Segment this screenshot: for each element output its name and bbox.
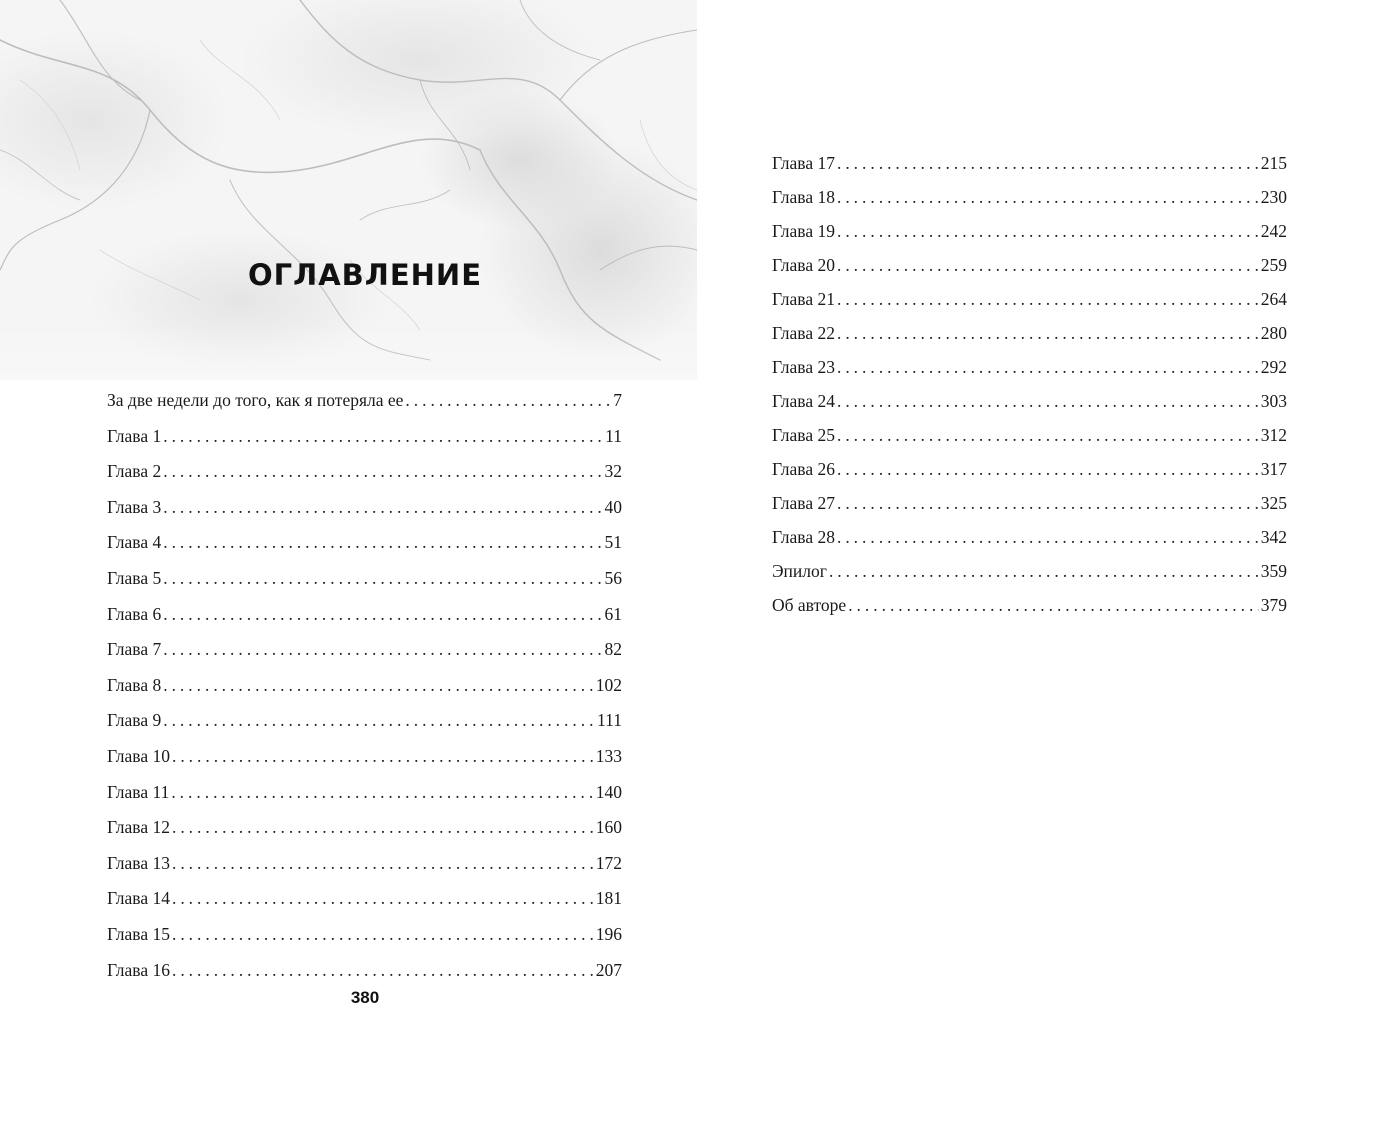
toc-entry-label: Глава 9 [107,710,162,731]
toc-entry-label: Глава 23 [772,357,835,377]
toc-entry-page: 111 [597,710,622,731]
toc-entry-label: Глава 18 [772,187,835,207]
toc-dot-leader [163,565,602,591]
toc-entry-page: 215 [1260,153,1287,173]
toc-dot-leader [163,636,602,662]
toc-entry[interactable] [772,422,1287,456]
toc-dot-leader [163,601,602,627]
toc-entry-label: Глава 12 [107,817,170,838]
toc-entry[interactable] [107,850,622,886]
toc-entry-label: Эпилог [772,561,827,581]
toc-entry[interactable] [107,779,622,815]
toc-entry-page: 11 [605,425,622,446]
toc-entry-page: 280 [1260,323,1287,343]
toc-entry-label: Глава 19 [772,221,835,241]
toc-entry[interactable] [772,354,1287,388]
toc-entry-label: Глава 20 [772,255,835,275]
toc-dot-leader [163,494,602,520]
toc-entry-page: 312 [1260,425,1287,445]
toc-dot-leader [171,779,593,805]
toc-entry-label: Глава 1 [107,425,162,446]
toc-dot-leader [837,150,1259,176]
toc-entry-label: Глава 8 [107,674,162,695]
page-number: 380 [350,988,380,1007]
toc-entry-label: Глава 22 [772,323,835,343]
toc-entry[interactable] [772,524,1287,558]
toc-dot-leader [837,286,1259,312]
toc-dot-leader [837,320,1259,346]
toc-entry-page: 102 [595,674,622,695]
toc-dot-leader [172,921,594,947]
toc-dot-leader [172,885,594,911]
toc-entry-label: Глава 2 [107,461,162,482]
toc-entry[interactable] [107,423,622,459]
toc-entry[interactable] [772,456,1287,490]
toc-entry-page: 160 [595,817,622,838]
toc-entry[interactable] [772,320,1287,354]
toc-dot-leader [172,957,594,983]
toc-entry-label: Об авторе [772,595,847,615]
toc-dot-leader [837,524,1259,550]
toc-entry-page: 325 [1260,493,1287,513]
toc-dot-leader [837,490,1259,516]
toc-entry-label: Глава 21 [772,289,835,309]
toc-entry[interactable] [107,885,622,921]
toc-entry[interactable] [772,252,1287,286]
toc-entry[interactable] [772,286,1287,320]
table-of-contents-title: ОГЛАВЛЕНИЕ [247,258,482,292]
toc-entry[interactable] [772,218,1287,252]
toc-dot-leader [163,529,602,555]
toc-dot-leader [172,814,594,840]
toc-entry-page: 379 [1260,595,1287,615]
toc-entry-label: Глава 13 [107,852,170,873]
toc-entry-page: 264 [1260,289,1287,309]
toc-entry[interactable] [107,494,622,530]
toc-entry-label: Глава 28 [772,527,835,547]
toc-entry[interactable] [107,743,622,779]
toc-entry-page: 82 [604,639,622,660]
toc-entry[interactable] [107,458,622,494]
toc-entry-label: Глава 11 [107,781,170,802]
toc-entry-page: 40 [604,496,622,517]
toc-entry-label: За две недели до того, как я потеряла ее [107,390,404,410]
toc-entry[interactable] [772,184,1287,218]
toc-entry-page: 303 [1260,391,1287,411]
toc-dot-leader [837,184,1259,210]
toc-entry-page: 242 [1260,221,1287,241]
toc-dot-leader [837,388,1259,414]
toc-entry[interactable] [107,921,622,957]
toc-dot-leader [837,456,1259,482]
toc-entry-label: Глава 3 [107,496,162,517]
toc-list-right [772,150,1287,626]
toc-dot-leader [837,218,1259,244]
toc-entry[interactable] [107,814,622,850]
toc-entry-page: 7 [613,390,622,410]
toc-entry-label: Глава 25 [772,425,835,445]
toc-entry[interactable] [772,592,1287,626]
toc-entry-label: Глава 16 [107,959,170,980]
toc-entry[interactable] [107,636,622,672]
toc-entry-label: Глава 26 [772,459,835,479]
toc-dot-leader [837,354,1259,380]
toc-entry-label: Глава 17 [772,153,835,173]
toc-entry-label: Глава 10 [107,745,170,766]
toc-entry[interactable] [107,707,622,743]
toc-entry[interactable] [107,529,622,565]
toc-entry[interactable] [772,490,1287,524]
toc-entry-label: Глава 24 [772,391,835,411]
toc-entry[interactable] [107,601,622,637]
toc-entry[interactable] [107,957,622,993]
toc-dot-leader [172,850,594,876]
toc-entry-page: 32 [604,461,622,482]
toc-entry[interactable] [772,558,1287,592]
toc-entry-label: Глава 6 [107,603,162,624]
toc-entry-label: Глава 15 [107,923,170,944]
toc-dot-leader [163,672,594,698]
toc-entry[interactable] [107,387,622,423]
toc-entry-label: Глава 7 [107,639,162,660]
toc-entry-page: 181 [595,888,622,909]
toc-entry-page: 292 [1260,357,1287,377]
toc-entry-label: Глава 14 [107,888,170,909]
toc-entry-page: 317 [1260,459,1287,479]
toc-entry-label: Глава 4 [107,532,162,553]
toc-entry[interactable] [772,388,1287,422]
toc-entry-page: 342 [1260,527,1287,547]
toc-dot-leader [848,592,1259,618]
toc-dot-leader [837,252,1259,278]
toc-entry-page: 172 [595,852,622,873]
toc-entry-label: Глава 5 [107,567,162,588]
toc-entry-page: 207 [595,959,622,980]
toc-entry-page: 133 [595,745,622,766]
toc-entry-page: 196 [595,923,622,944]
toc-entry[interactable] [107,672,622,708]
toc-dot-leader [163,423,603,449]
toc-entry-page: 359 [1260,561,1287,581]
toc-dot-leader [829,558,1259,584]
toc-entry-page: 56 [604,567,622,588]
toc-entry-page: 61 [604,603,622,624]
toc-entry[interactable] [772,150,1287,184]
right-page [697,0,1394,1125]
toc-dot-leader [405,387,611,413]
toc-entry-page: 259 [1260,255,1287,275]
toc-entry-label: Глава 27 [772,493,835,513]
toc-dot-leader [163,707,595,733]
toc-entry-page: 230 [1260,187,1287,207]
toc-dot-leader [172,743,594,769]
toc-entry[interactable] [107,565,622,601]
toc-entry-page: 51 [604,532,622,553]
toc-entry-page: 140 [595,781,622,802]
toc-list-left [107,387,622,992]
toc-dot-leader [837,422,1259,448]
toc-dot-leader [163,458,602,484]
